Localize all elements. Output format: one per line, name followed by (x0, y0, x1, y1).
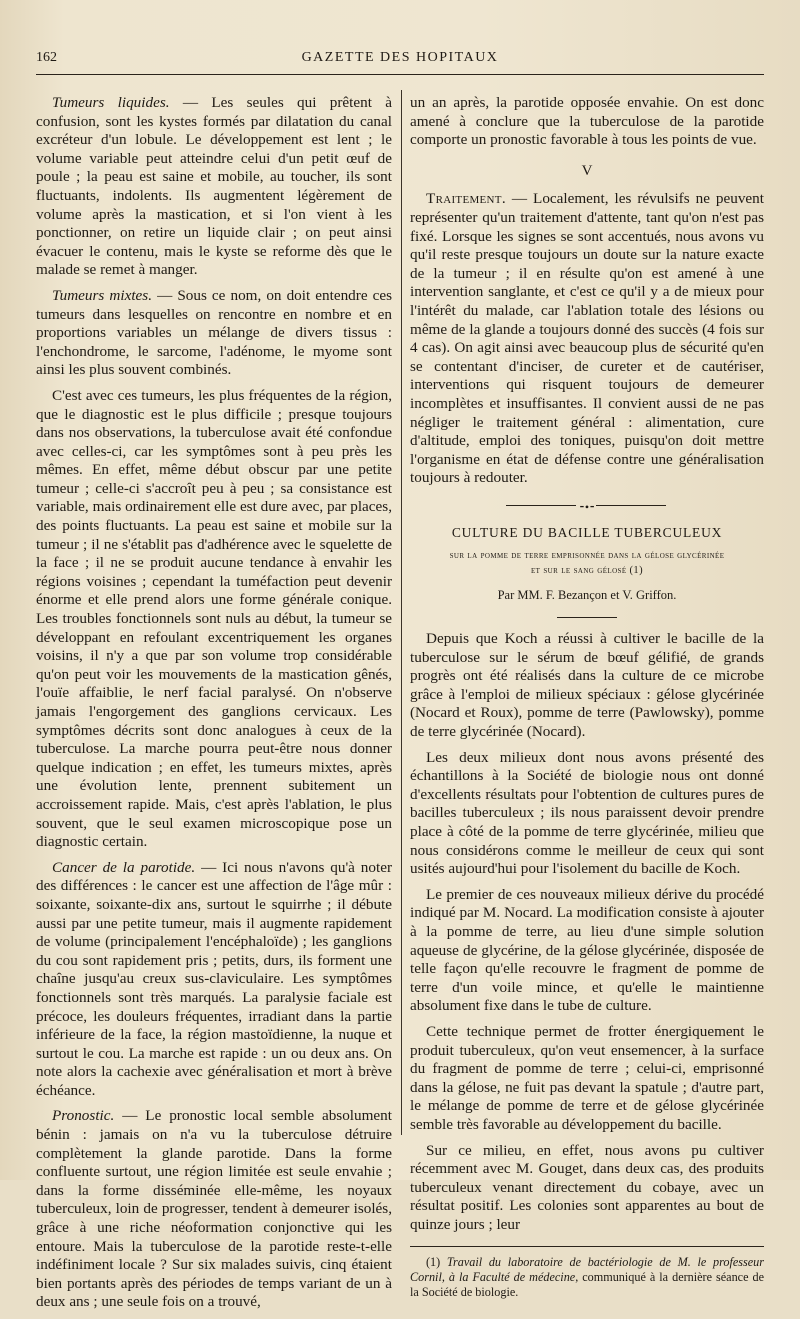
running-head: GAZETTE DES HOPITAUX (301, 50, 499, 65)
paragraph-cancer-parotide (36, 859, 392, 1101)
right-column (410, 94, 764, 1307)
footnote (410, 1255, 764, 1300)
column-divider (401, 90, 402, 1135)
article-paragraph: Cette technique permet de frotter énergiquement le produit tuberculeux, qu'on veut ensemencer, à la surface du fragment de pomme de terre ; celui-ci, emprisonné dans la gélose, ne fuit pas devant la spatule ; d'autre part, le mélange de pomme de terre et de gélose glycérinée semble très favorable au développement du bacille. (410, 1022, 764, 1133)
runin-heading: Tumeurs mixtes. (52, 286, 152, 304)
paragraph-continuation: un an après, la parotide opposée envahie. On est donc amené à conclure que la tuberculose de la parotide comporte un pronostic favorable à tous les points de vue. (410, 94, 764, 149)
footnote-rule (410, 1246, 764, 1247)
ornament-glyph: ⁃•⁃ (578, 499, 596, 514)
paragraph-diagnostic (36, 387, 392, 852)
footnote-text: , communiqué à la dernière séance de la Société de biologie. (410, 1270, 764, 1300)
article-paragraph: Le premier de ces nouveaux milieux dérive du procédé indiqué par M. Nocard. La modification consiste à ajouter à la pomme de terre, au lieu d'une simple solution aqueuse de glycérine, de la gélose glycérinée, disposée de telle façon qu'elle recouvre le fragment de pomme de terre d'un voile mince, et qu'elle le maintienne absolument fixe dans le tube de culture. (410, 885, 764, 1015)
header-rule (36, 74, 764, 75)
left-column (36, 94, 392, 1319)
article-subtitle-line-2: et sur le sang gélosé (1) (531, 565, 643, 577)
article-title: CULTURE DU BACILLE TUBERCULEUX (451, 524, 723, 540)
ornament-line-right (596, 505, 666, 506)
runin-heading: Cancer de la parotide. (52, 858, 196, 876)
paragraph-text: — Ici nous n'avons qu'à noter des différences : le cancer est une affection de l'âge mûr : soixante, soixante-dix ans, surtout le squirrhe ; il débute aussi par une petite tumeur, mais il augmente rapidement de volume (principalement l'encéphaloïde) ; les ganglions du cou sont rapidement pris ; petits, durs, ils forment une chaîne jusqu'au creux sus-claviculaire. Les symptômes fonctionnels sont très marqués. La paralysie faciale est précoce, les douleurs fréquentes, irradiant dans la partie inférieure de la face, la région mastoïdienne, la nuque et surtout le cou. La marche est rapide : un ou deux ans. On note alors la cachexie avec généralisation et mort à brève échéance. (36, 858, 393, 1099)
article-paragraph: Depuis que Koch a réussi à cultiver le bacille de la tuberculose sur le sérum de bœuf gélifié, de grands progrès ont été réalisés dans la culture de ce microbe grâce à l'emploi de milieux spéciaux : gélose glycérinée (Nocard et Roux), pomme de terre (Pawlowsky), pomme de terre glycérinée (Nocard). (410, 630, 764, 741)
section-ornament (410, 498, 764, 512)
paragraph-traitement (410, 190, 764, 488)
footnote-italic: Travail du laboratoire de bactériologie de M. le professeur Cornil, à la Faculté de médecine (410, 1255, 764, 1285)
paragraph-text: — Le pronostic local semble absolument bénin : jamais on n'a vu la tuberculose détruire complètement la glande parotide. Dans la forme confluente surtout, une région limitée est seule envahie ; dans la forme disséminée elle-même, les noyaux tuberculeux, loin de progresser, tendent à demeurer isolés, grâce à une riche néoformation conjonctive qui les entoure. Mais la tuberculose de la parotide reste-t-elle indéfiniment locale ? Sur six malades suivis, cinq étaient bien portants après des périodes de temps variant de un à deux ans ; une seule fois on a trouvé, (36, 1107, 392, 1311)
article-paragraph: Les deux milieux dont nous avons présenté des échantillons à la Société de biologie nous ont donné d'excellents résultats pour l'obtention de cultures pures de bacilles tuberculeux ; ils nous paraissent devoir prendre place à côté de la pomme de terre glycérinée, milieu que nous considérons comme le meilleur de ceux qui sont usités aujourd'hui pour l'isolement du bacille de Koch. (410, 748, 764, 878)
page-number: 162 (36, 50, 57, 65)
paragraph-tumeurs-liquides (36, 94, 392, 280)
article-byline: Par MM. F. Bezançon et V. Griffon. (497, 588, 677, 603)
runin-heading: Traitement. (426, 190, 506, 208)
paragraph-pronostic (36, 1107, 392, 1312)
page-header (36, 50, 764, 72)
paragraph-text: — Localement, les révulsifs ne peuvent représenter qu'un traitement d'attente, tant qu'on n'est pas fixé. Lorsque les signes se sont accentués, nous avons vu qu'il reste presque toujours un doute sur la nature exacte de la tumeur ; il en résulte qu'on est amené à une intervention sanglante, et c'est ce qu'il y a de mieux pour l'intérêt du malade, car l'ablation totale des lésions ou même de la glande a toujours donné des succès (4 fois sur 4 cas). On agit ainsi avec beaucoup plus de sécurité qu'en se contentant d'inciser, de cureter et de cautériser, interventions qui risquent toujours de demeurer incomplètes et insuffisantes. Il convient aussi de ne pas négliger le traitement général : alimentation, cure d'altitude, emploi des toniques, puisqu'on doit mettre l'organisme en état de défense contre une généralisation toujours à redouter. (410, 190, 764, 487)
runin-heading: Tumeurs liquides. (52, 94, 170, 111)
article-subtitle-line-1: sur la pomme de terre emprisonnée dans la gélose glycérinée (449, 550, 725, 562)
section-number: V (581, 162, 593, 179)
article-paragraph: Sur ce milieu, en effet, nous avons pu cultiver récemment avec M. Gouget, dans deux cas, des produits tuberculeux venant directement du cobaye, avec un résultat positif. Les colonies sont apparentes au bout de quinze jours ; leur (410, 1141, 764, 1233)
byline-rule (557, 617, 617, 618)
ornament-line-left (506, 505, 576, 506)
article-subtitle (410, 548, 764, 578)
paragraph-text: C'est avec ces tumeurs, les plus fréquentes de la région, que le diagnostic est le plus difficile ; presque toujours dans nos observations, la tuberculose avait été confondue avec celles-ci, car les symptômes sont à peu près les mêmes. En effet, même début obscur par une petite tumeur ; celle-ci s'accroît peu à peu ; sa consistance est variable, mais ordinairement elle est dure avec, par places, des points fluctuants. La peau est saine et mobile sur la tumeur ; il ne s'établit pas d'adhérence avec le squelette de la face ; il ne se produit aucune tendance à envahir les régions voisines ; cependant la tuméfaction peut devenir énorme et elle prend alors une forme générale conique. Les troubles fonctionnels sont nuls au début, la tumeur se développant en refoulant excentriquement les organes voisins, il n'y a que par son volume trop considérable qu'on peut voir les mouvements de la mastication gênés, l'ouïe affaiblie, le nerf facial paralysé. On n'observe jamais l'engorgement des ganglions cervicaux. Les symptômes décrits sont donc analogues à ceux de la tuberculose. La marche pourra peut-être nous donner quelque indication ; en effet, les tumeurs mixtes, après une évolution lente, prennent subitement un accroissement rapide. Mais, c'est après l'ablation, le plus souvent, que le seul examen microscopique pose un diagnostic certain. (36, 386, 392, 851)
paragraph-tumeurs-mixtes (36, 287, 392, 380)
paragraph-text: — Sous ce nom, on doit entendre ces tumeurs dans lesquelles on rencontre en nombre et en proportions variables un mélange de divers tissus : l'enchondrome, le sarcome, l'adénome, le myome sont ainsi les plus souvent combinés. (36, 286, 393, 379)
footnote-marker: (1) (426, 1255, 447, 1270)
paragraph-text: — Les seules qui prêtent à confusion, sont les kystes formés par dilatation du canal excréteur d'un lobule. Le développement est lent ; le volume variable peut atteindre celui d'un petit œuf de poule ; la peau est saine et mobile, au toucher, ils sont fluctuants, indolents. Ils augmentent légèrement de volume après la mastication, et si l'on vient à les ponctionner, on retire un liquide clair ; on peut ainsi évacuer le contenu, mais le kyste se reforme dès que le malade se remet à manger. (36, 94, 393, 279)
runin-heading: Pronostic. (52, 1107, 115, 1125)
